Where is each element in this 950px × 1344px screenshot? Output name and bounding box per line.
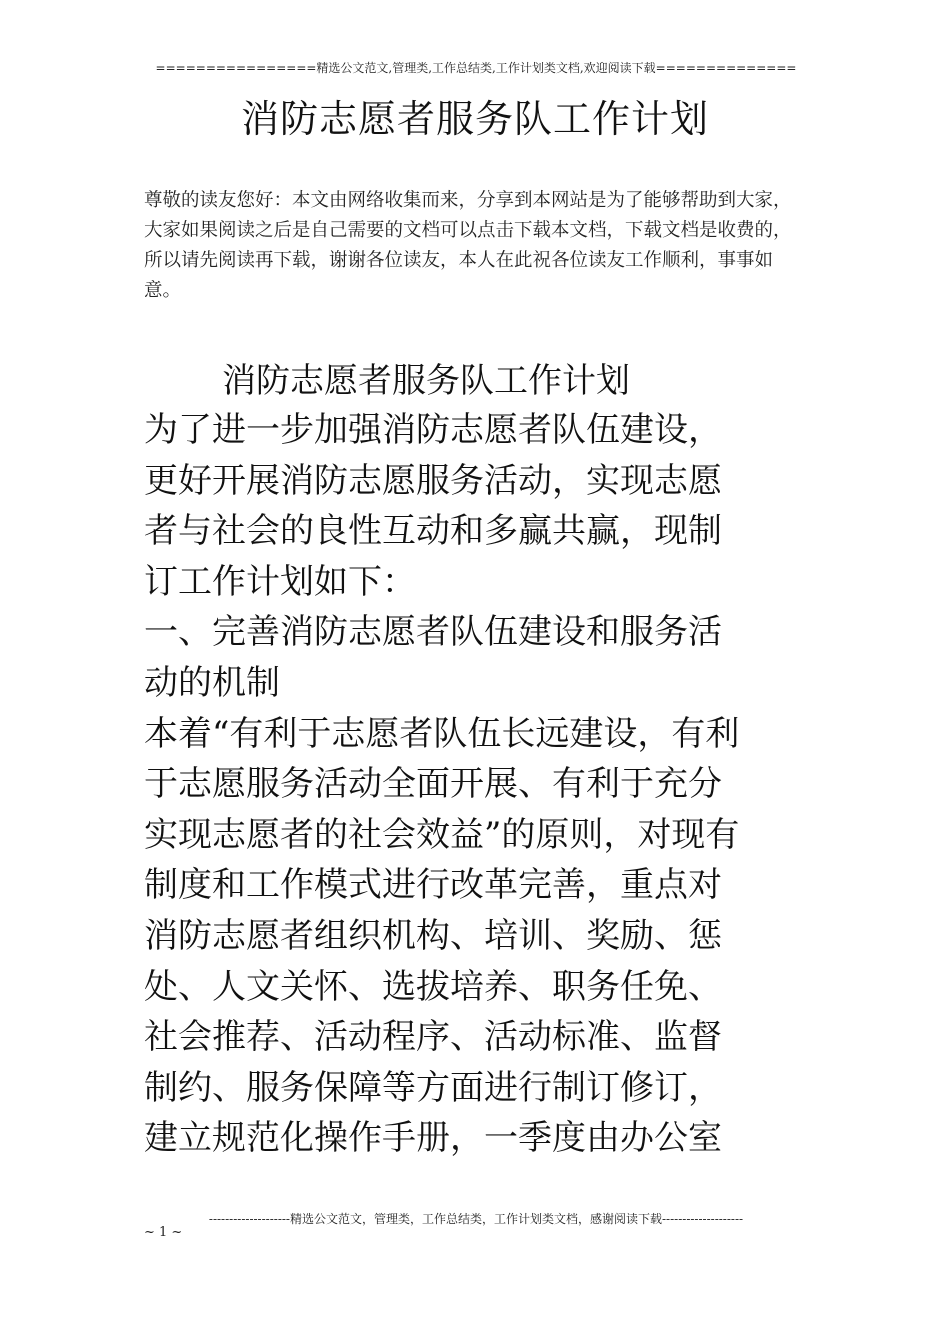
header-banner: ================精选公文范文,管理类,工作总结类,工作计划类文档,欢迎阅读下载============== [155,61,797,75]
body-line: 消防志愿者组织机构、培训、奖励、惩 [144,915,722,956]
body-line: 更好开展消防志愿服务活动，实现志愿 [144,460,722,501]
section-heading: 动的机制 [144,662,280,703]
body-line: 实现志愿者的社会效益”的原则，对现有 [144,814,740,855]
body-line: 订工作计划如下： [144,561,416,602]
body-line: 者与社会的良性互动和多赢共赢，现制 [144,511,722,552]
footer-banner: --------------------精选公文范文，管理类，工作总结类，工作计划类文档，感谢阅读下载-------------------- [208,1212,744,1226]
section-heading: 一、完善消防志愿者队伍建设和服务活 [144,612,722,653]
body-line: 制度和工作模式进行改革完善，重点对 [144,865,722,906]
body-line: 本着“有利于志愿者队伍长远建设，有利 [144,713,740,754]
body-line: 于志愿服务活动全面开展、有利于充分 [144,764,722,805]
body-line: 建立规范化操作手册，一季度由办公室 [144,1118,722,1159]
body-line: 社会推荐、活动程序、活动标准、监督 [144,1017,722,1058]
body-line: 处、人文关怀、选拔培养、职务任免、 [144,966,722,1007]
intro-note: 尊敬的读友您好：本文由网络收集而来，分享到本网站是为了能够帮助到大家，大家如果阅读之后是自己需要的文档可以点击下载本文档，下载文档是收费的，所以请先阅读再下载，谢谢各位读友，本人在此祝各位读友工作顺利，事事如意。 [144,190,792,301]
body-line: 制约、服务保障等方面进行制订修订， [144,1067,722,1108]
page-number: ~ 1 ~ [144,1225,183,1240]
body-title: 消防志愿者服务队工作计划 [222,361,630,401]
document-body [144,357,808,1164]
body-line: 为了进一步加强消防志愿者队伍建设， [144,410,722,450]
page-title: 消防志愿者服务队工作计划 [240,97,709,141]
